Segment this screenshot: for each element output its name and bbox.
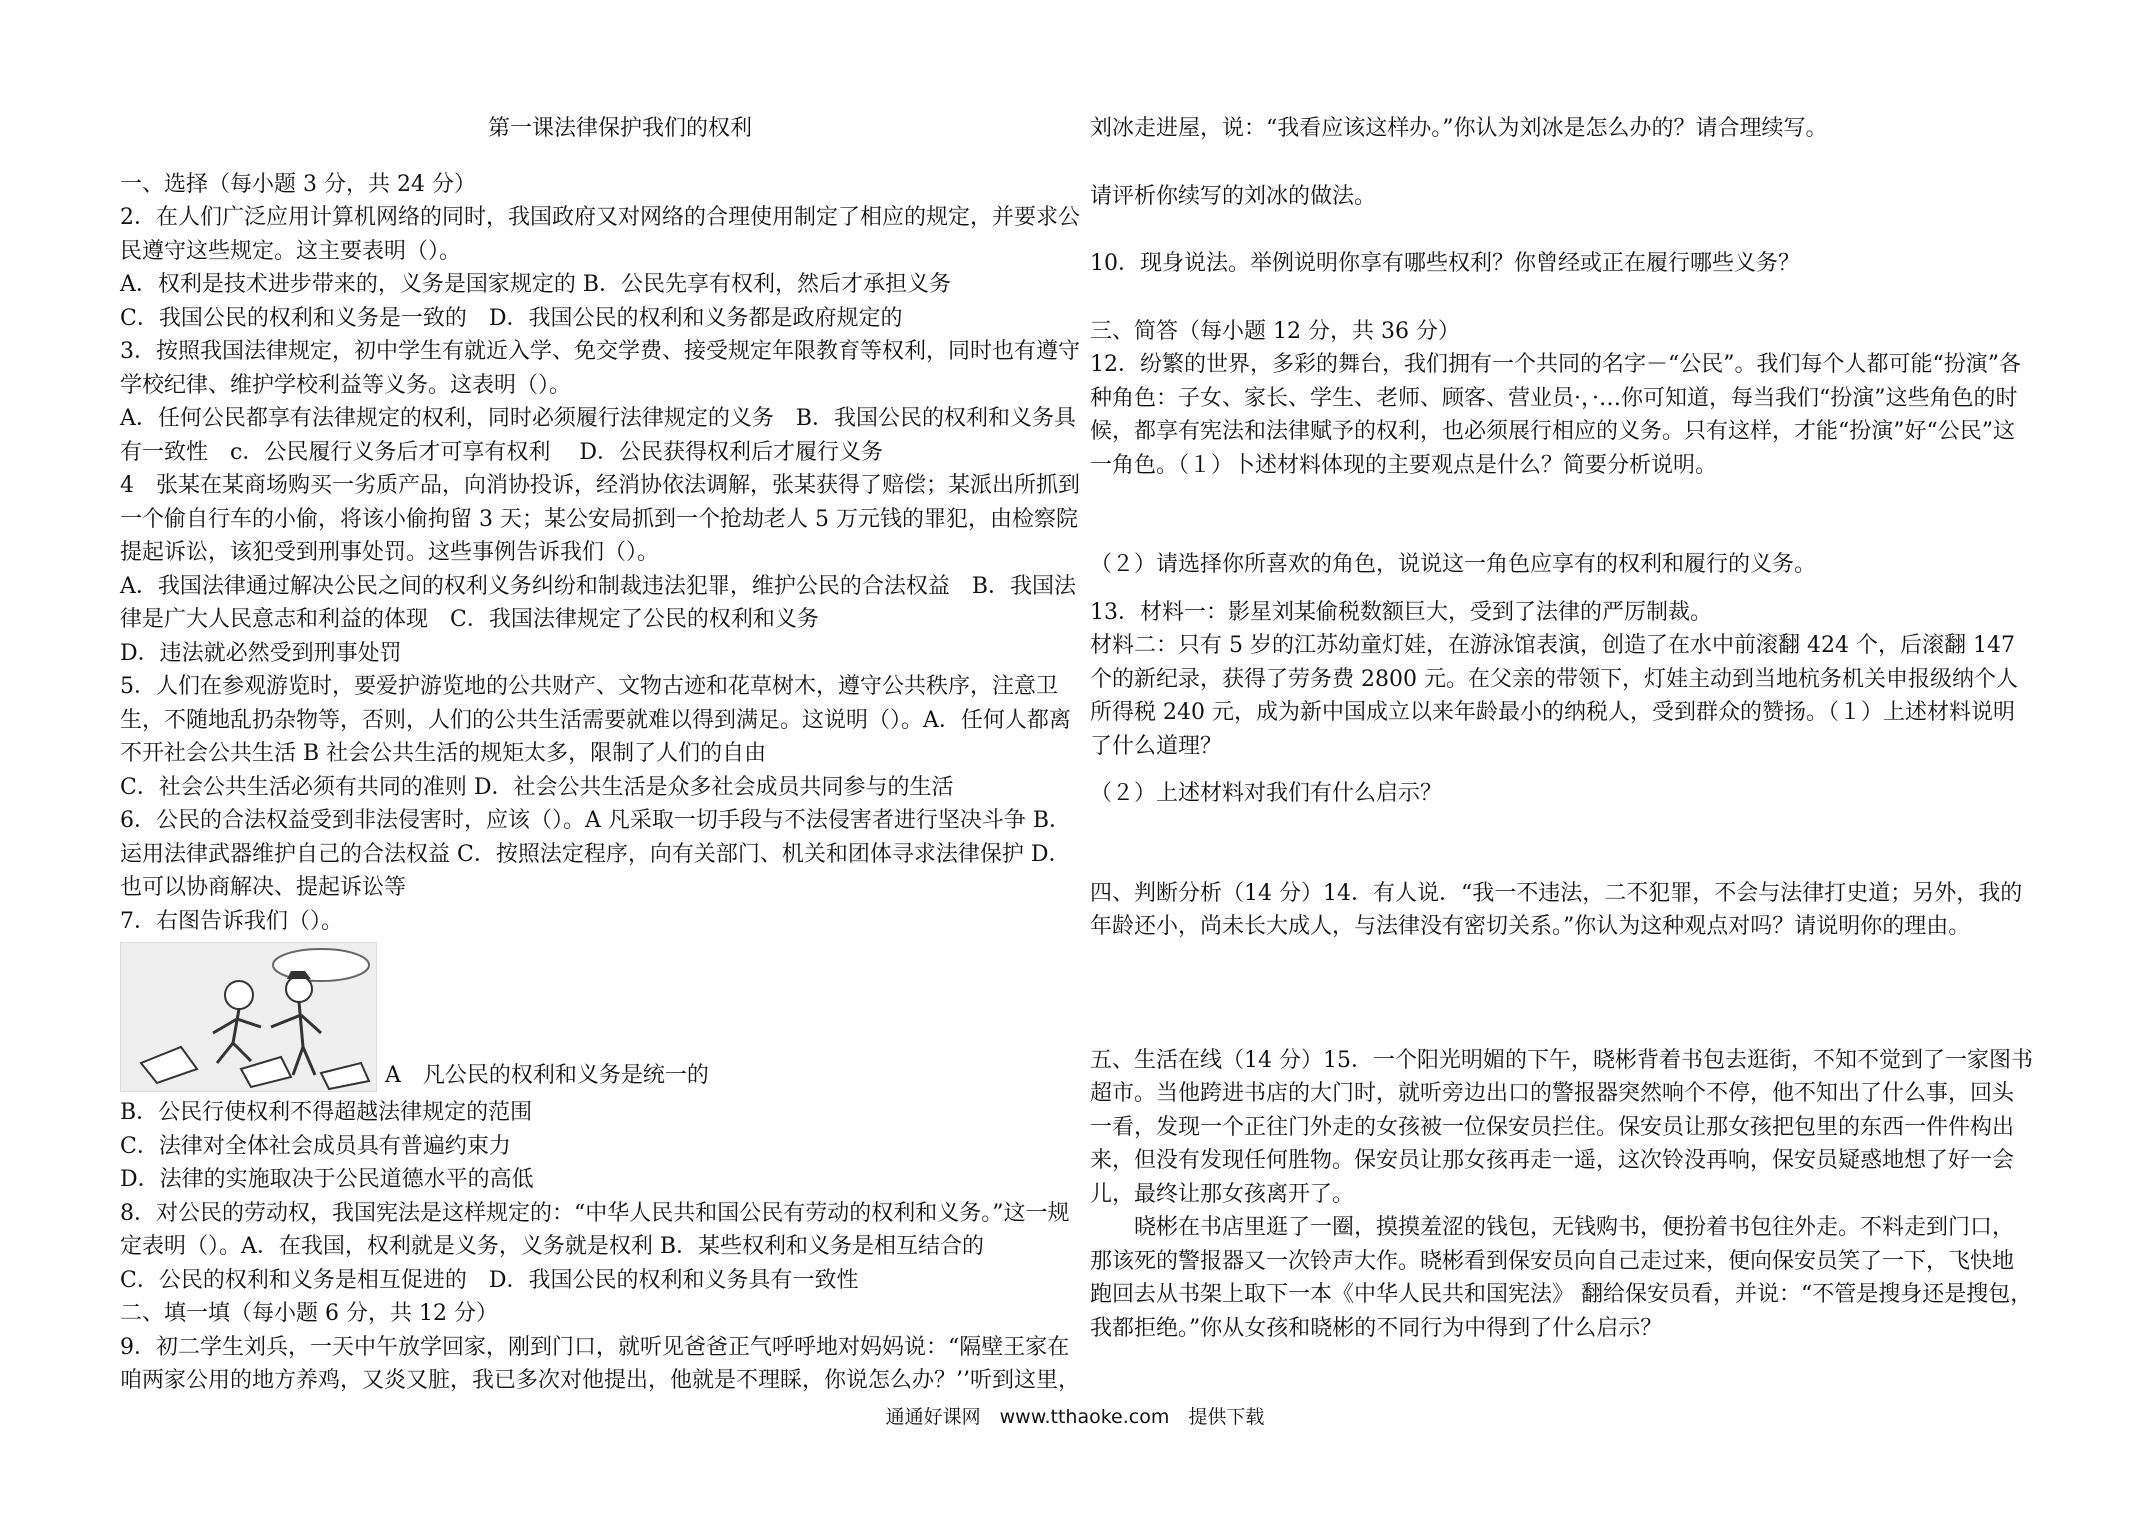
question-9-continued: 刘冰走进屋，说：“我看应该这样办。”你认为刘冰是怎么办的？请合理续写。	[1090, 116, 1828, 141]
question-13-part-2: （２）上述材料对我们有什么启示？	[1090, 781, 1443, 806]
question-6: 6．公民的合法权益受到非法侵害时，应该（）。A 凡采取一切手段与不法侵害者进行坚决斗争 B．运用法律武器维护自己的合法权益 C．按照法定程序，向有关部门、机关和团体寻求法律保护 D．也可以协商解决、提起诉讼等	[120, 808, 1072, 900]
answer-space	[1090, 582, 2035, 596]
question-2-options-ab: A．权利是技术进步带来的，义务是国家规定的 B．公民先享有权利，然后才承担义务	[120, 272, 952, 297]
question-7-option-a: A 凡公民的权利和义务是统一的	[385, 1062, 709, 1088]
question-12-part-2: （２）请选择你所喜欢的角色，说说这一角色应享有的权利和履行的义务。	[1090, 552, 1817, 577]
question-9-evaluate: 请评析你续写的刘冰的做法。	[1090, 183, 1377, 209]
page-title: 第一课法律保护我们的权利	[487, 116, 752, 141]
question-8-options-cd: C．公民的权利和义务是相互促进的 D．我国公民的权利和义务具有一致性	[120, 1267, 859, 1293]
question-5: 5．人们在参观游览时，要爱护游览地的公共财产、文物古迹和花草树木，遵守公共秩序，注意卫生，不随地乱扔杂物等，否则，人们的公共生活需要就难以得到满足。这说明（）。A．任何人都离不开社会公共生活 B 社会公共生活的规矩太多，限制了人们的自由	[120, 674, 1071, 766]
question-7: 7．右图告诉我们（）。	[120, 908, 343, 934]
question-3: 3．按照我国法律规定，初中学生有就近入学、免交学费、接受规定年限教育等权利，同时也有遵守学校纪律、维护学校利益等义务。这表明（）。	[120, 339, 1081, 398]
answer-space	[1090, 281, 2035, 315]
question-8: 8．对公民的劳动权，我国宪法是这样规定的：“中华人民共和国公民有劳动的权利和义务。”这一规定表明（）。A．在我国，权利就是义务，义务就是权利 B．某些权利和义务是相互结合的	[120, 1200, 1070, 1259]
answer-space	[1090, 811, 2035, 877]
question-7-figure-row	[120, 942, 1080, 1092]
section-life-online: 五、生活在线（14 分）15．一个阳光明媚的下午，晓彬背着书包去逛街，不知不觉到了一家图书超市。当他跨进书店的大门时，就听旁边出口的警报器突然响个不停，他不知出了什么事，回头一看，发现一个正往门外走的女孩被一位保安员拦住。保安员让那女孩把包里的东西一件件构出来，但没有发现任何胜物。保安员让那女孩再走一遥，这次铃没再响，保安员疑惑地想了好一会儿，最终让那女孩离开了。	[1090, 1047, 2033, 1207]
section-life-online-paragraph-2: 晓彬在书店里逛了一圈，摸摸羞涩的钱包，无钱购书，便扮着书包往外走。不料走到门口，那该死的警报器又一次铃声大作。晓彬看到保安员向自己走过来，便向保安员笑了一下，飞快地跑回去从书架上取下一本《中华人民共和国宪法》 翻给保安员看，并说：“不管是搜身还是搜包，我都拒绝。”你从女孩和晓彬的不同行为中得到了什么启示？	[1090, 1215, 2033, 1341]
section-choice-heading: 一、选择（每小题 3 分，共 24 分）	[120, 171, 476, 197]
answer-space	[1090, 482, 2035, 548]
left-column	[120, 112, 1080, 1398]
footer-credit: 通通好课网 www.tthaoke.com 提供下载	[885, 1406, 1265, 1428]
answer-space	[1090, 213, 2035, 247]
question-3-options: A．任何公民都享有法律规定的权利，同时必须履行法律规定的义务 B．我国公民的权利和义务具有一致性 c．公民履行义务后才可享有权利 D．公民获得权利后才履行义务	[120, 406, 1077, 465]
right-column	[1090, 112, 2035, 1345]
question-4-options: A．我国法律通过解决公民之间的权利义务纠纷和制裁违法犯罪，维护公民的合法权益 B．我国法律是广大人民意志和利益的体现 C．我国法律规定了公民的权利和义务	[120, 573, 1077, 632]
question-13-material-2: 材料二：只有 5 岁的江苏幼童灯娃，在游泳馆表演，创造了在水中前滚翻 424 个，后滚翻 147 个的新纪录，获得了劳务费 2800 元。在父亲的带领下，灯娃主动到当地杭务机关申报级纳个人所得税 240 元，成为新中国成立以来年龄最小的纳税人，受到群众的赞扬。（１）上述材料说明了什么道理？	[1090, 633, 2022, 759]
question-2-options-cd: C．我国公民的权利和义务是一致的 D．我国公民的权利和义务都是政府规定的	[120, 305, 903, 331]
answer-space	[1090, 944, 2035, 1044]
question-4-option-d: D．违法就必然受到刑事处罚	[120, 640, 402, 666]
question-10: 10．现身说法。举例说明你享有哪些权利？你曾经或正在履行哪些义务？	[1090, 251, 1800, 276]
question-2: 2．在人们广泛应用计算机网络的同时，我国政府又对网络的合理使用制定了相应的规定，并要求公民遵守这些规定。这主要表明（）。	[120, 205, 1081, 264]
cartoon-illustration	[120, 942, 377, 1092]
answer-space	[1090, 146, 2035, 180]
question-5-options-cd: C．社会公共生活必须有共同的准则 D．社会公共生活是众多社会成员共同参与的生活	[120, 774, 954, 800]
section-fill-heading: 二、填一填（每小题 6 分，共 12 分）	[120, 1301, 498, 1326]
question-12: 12．纷繁的世界，多彩的舞台，我们拥有一个共同的名字－“公民”。我们每个人都可能“扮演”各种角色：子女、家长、学生、老师、顾客、营业员·，·…你可知道，每当我们“扮演”这些角色的时候，都享有宪法和法律赋予的权利，也必须展行相应的义务。只有这样，才能“扮演”好“公民”这一角色。（１）卜述材料体现的主要观点是什么？简要分析说明。	[1090, 352, 2021, 478]
question-13-material-1: 13．材料一：影星刘某偷税数额巨大，受到了法律的严厉制裁。	[1090, 599, 1712, 625]
question-4: 4 张某在某商场购买一劣质产品，向消协投诉，经消协依法调解，张某获得了赔偿；某派出所抓到一个偷自行车的小偷，将该小偷拘留 3 天；某公安局抓到一个抢劫老人 5 万元钱的罪犯，由检察院提起诉讼，该犯受到刑事处罚。这些事例告诉我们（）。	[120, 473, 1081, 565]
question-7-option-c: C．法律对全体社会成员具有普遍约束力	[120, 1133, 511, 1159]
cartoon-drawing	[121, 943, 376, 1091]
section-judge-analysis: 四、判断分析（14 分）14．有人说．“我一不违法，二不犯罪，不会与法律打史道；另外，我的年龄还小，尚未长大成人，与法律没有密切关系。”你认为这种观点对吗？请说明你的理由。	[1090, 880, 2023, 939]
question-7-option-b: B．公民行使权利不得超越法律规定的范围	[120, 1100, 533, 1125]
section-short-answer-heading: 三、简答（每小题 12 分，共 36 分）	[1090, 318, 1460, 344]
answer-space	[1090, 763, 2035, 777]
question-7-option-d: D．法律的实施取决于公民道德水平的高低	[120, 1167, 534, 1192]
question-9: 9．初二学生刘兵，一天中午放学回家，刚到门口，就听见爸爸正气呼呼地对妈妈说：“隔壁王家在咱两家公用的地方养鸡，又炎又脏，我已多次对他提出，他就是不理睬，你说怎么办？’’听到这里，	[120, 1334, 1080, 1393]
